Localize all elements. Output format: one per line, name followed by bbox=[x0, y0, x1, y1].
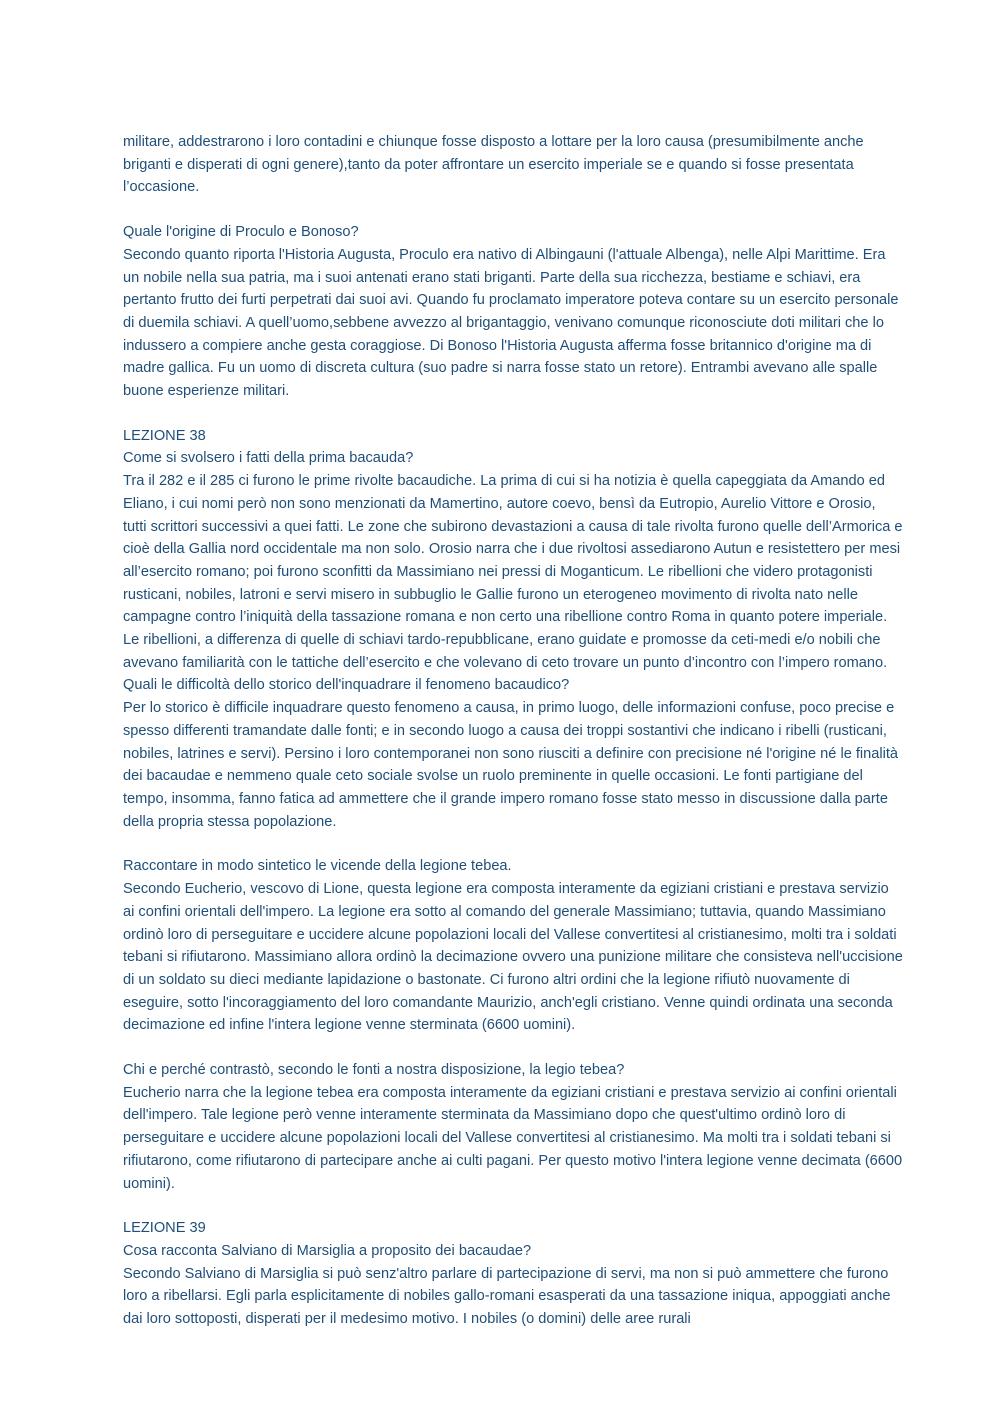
question-heading: Quale l'origine di Proculo e Bonoso? bbox=[123, 224, 359, 241]
document-page bbox=[123, 131, 903, 1331]
question-heading: Chi e perché contrastò, secondo le fonti a nostra disposizione, la legio tebea? bbox=[123, 1062, 625, 1079]
section-difficolta bbox=[123, 674, 903, 833]
question-heading: Raccontare in modo sintetico le vicende della legione tebea. bbox=[123, 858, 512, 875]
question-heading: Quali le difficoltà dello storico dell'inquadrare il fenomeno bacaudico? bbox=[123, 677, 570, 694]
question-heading: Cosa racconta Salviano di Marsiglia a proposito dei bacaudae? bbox=[123, 1242, 532, 1259]
question-heading: Come si svolsero i fatti della prima bacauda? bbox=[123, 450, 414, 467]
section-legio-tebea-contrasto bbox=[123, 1059, 903, 1195]
answer-text: Secondo quanto riporta l'Historia Augusta, Proculo era nativo di Albingauni (l'attuale Albenga), nelle Alpi Marittime. Era un nobile nella sua patria, ma i suoi antenati erano stati briganti. Parte della sua ricchezza, bestiame e schiavi, era pertanto frutto dei furti perpetrati dai suoi avi. Quando fu proclamato imperatore poteva contare su un esercito personale di duemila schiavi. A quell’uomo,sebbene avvezzo al brigantaggio, venivano comunque riconosciute doti militari che lo indussero a compiere anche gesta coraggiose. Di Bonoso l'Historia Augusta afferma fosse britannico d'origine ma di madre gallica. Fu un uomo di discreta cultura (suo padre si narra fosse stato un retore). Entrambi avevano alle spalle buone esperienze militari. bbox=[123, 246, 899, 400]
answer-text: Per lo storico è difficile inquadrare questo fenomeno a causa, in primo luogo, delle informazioni confuse, poco precise e spesso differenti tramandate dalle fonti; e in secondo luogo a causa dei troppi sostantivi che indicano i ribelli (rusticani, nobiles, latrines e servi). Persino i loro contemporanei non sono riusciti a definire con precisione né l'origine né le finalità dei bacaudae e nemmeno quale ceto sociale svolse un ruolo preminente in quelle occasioni. Le fonti partigiane del tempo, insomma, fanno fatica ad ammettere che il grande impero romano fosse stato messo in discussione dalla parte della propria stessa popolazione. bbox=[123, 700, 899, 830]
answer-text: Eucherio narra che la legione tebea era composta interamente da egiziani cristiani e prestava servizio ai confini orientali dell'impero. Tale legione però venne interamente sterminata da Massimiano dopo che quest'ultimo ordinò loro di perseguitare e uccidere alcune popolazioni locali del Vallese convertitesi al cristianesimo. Ma molti tra i soldati tebani si rifiutarono, come rifiutarono di partecipare anche ai culti pagani. Per questo motivo l'intera legione venne decimata (6600 uomini). bbox=[123, 1084, 903, 1192]
lesson-heading: LEZIONE 38 bbox=[123, 427, 206, 444]
section-legione-tebea bbox=[123, 855, 903, 1037]
section-lezione-39 bbox=[123, 1217, 903, 1331]
section-lezione-38 bbox=[123, 425, 903, 675]
answer-text: Secondo Salviano di Marsiglia si può senz'altro parlare di partecipazione di servi, ma non si può ammettere che furono loro a ribellarsi. Egli parla esplicitamente di nobiles gallo-romani esasperati da una tassazione iniqua, appoggiati anche dai loro sottoposti, disperati per il medesimo motivo. I nobiles (o domini) delle aree rurali bbox=[123, 1265, 891, 1328]
lesson-heading: LEZIONE 39 bbox=[123, 1220, 206, 1237]
paragraph-intro bbox=[123, 131, 903, 199]
paragraph-text: militare, addestrarono i loro contadini e chiunque fosse disposto a lottare per la loro causa (presumibilmente anche briganti e disperati di ogni genere),tanto da poter affrontare un esercito imperiale se e quando si fosse presentata l’occasione. bbox=[123, 134, 864, 196]
answer-text: Tra il 282 e il 285 ci furono le prime rivolte bacaudiche. La prima di cui si ha notizia è quella capeggiata da Amando ed Eliano, i cui nomi però non sono menzionati da Mamertino, autore coevo, bensì da Eutropio, Aurelio Vittore e Orosio, tutti scrittori successivi a quei fatti. Le zone che subirono devastazioni a causa di tale rivolta furono quelle dell’Armorica e cioè della Gallia nord occidentale ma non solo. Orosio narra che i due rivoltosi assediarono Autun e resistettero per mesi all’esercito romano; poi furono sconfitti da Massimiano nei pressi di Moganticum. Le ribellioni che videro protagonisti rusticani, nobiles, latroni e servi misero in subbuglio le Gallie furono un eterogeneo movimento di rivolta nato nelle campagne contro l’iniquità della tassazione romana e non certo una ribellione contro Roma in quanto potere imperiale. Le ribellioni, a differenza di quelle di schiavi tardo-repubblicane, erano guidate e promosse da ceti-medi e/o nobili che avevano familiarità con le tattiche dell’esercito e che volevano di ceto trovare un punto d’incontro con l’impero romano. bbox=[123, 473, 903, 671]
section-proculo-bonoso bbox=[123, 221, 903, 403]
answer-text: Secondo Eucherio, vescovo di Lione, questa legione era composta interamente da egiziani cristiani e prestava servizio ai confini orientali dell'impero. La legione era sotto al comando del generale Massimiano; tuttavia, quando Massimiano ordinò loro di perseguitare e uccidere alcune popolazioni locali del Vallese convertitesi al cristianesimo, molti tra i soldati tebani si rifiutarono. Massimiano allora ordinò la decimazione ovvero una punizione militare che consisteva nell'uccisione di un soldato su dieci mediante lapidazione o bastonate. Ci furono altri ordini che la legione rifiutò nuovamente di eseguire, sotto l'incoraggiamento del loro comandante Maurizio, anch'egli cristiano. Venne quindi ordinata una seconda decimazione ed infine l'intera legione venne sterminata (6600 uomini). bbox=[123, 881, 903, 1034]
